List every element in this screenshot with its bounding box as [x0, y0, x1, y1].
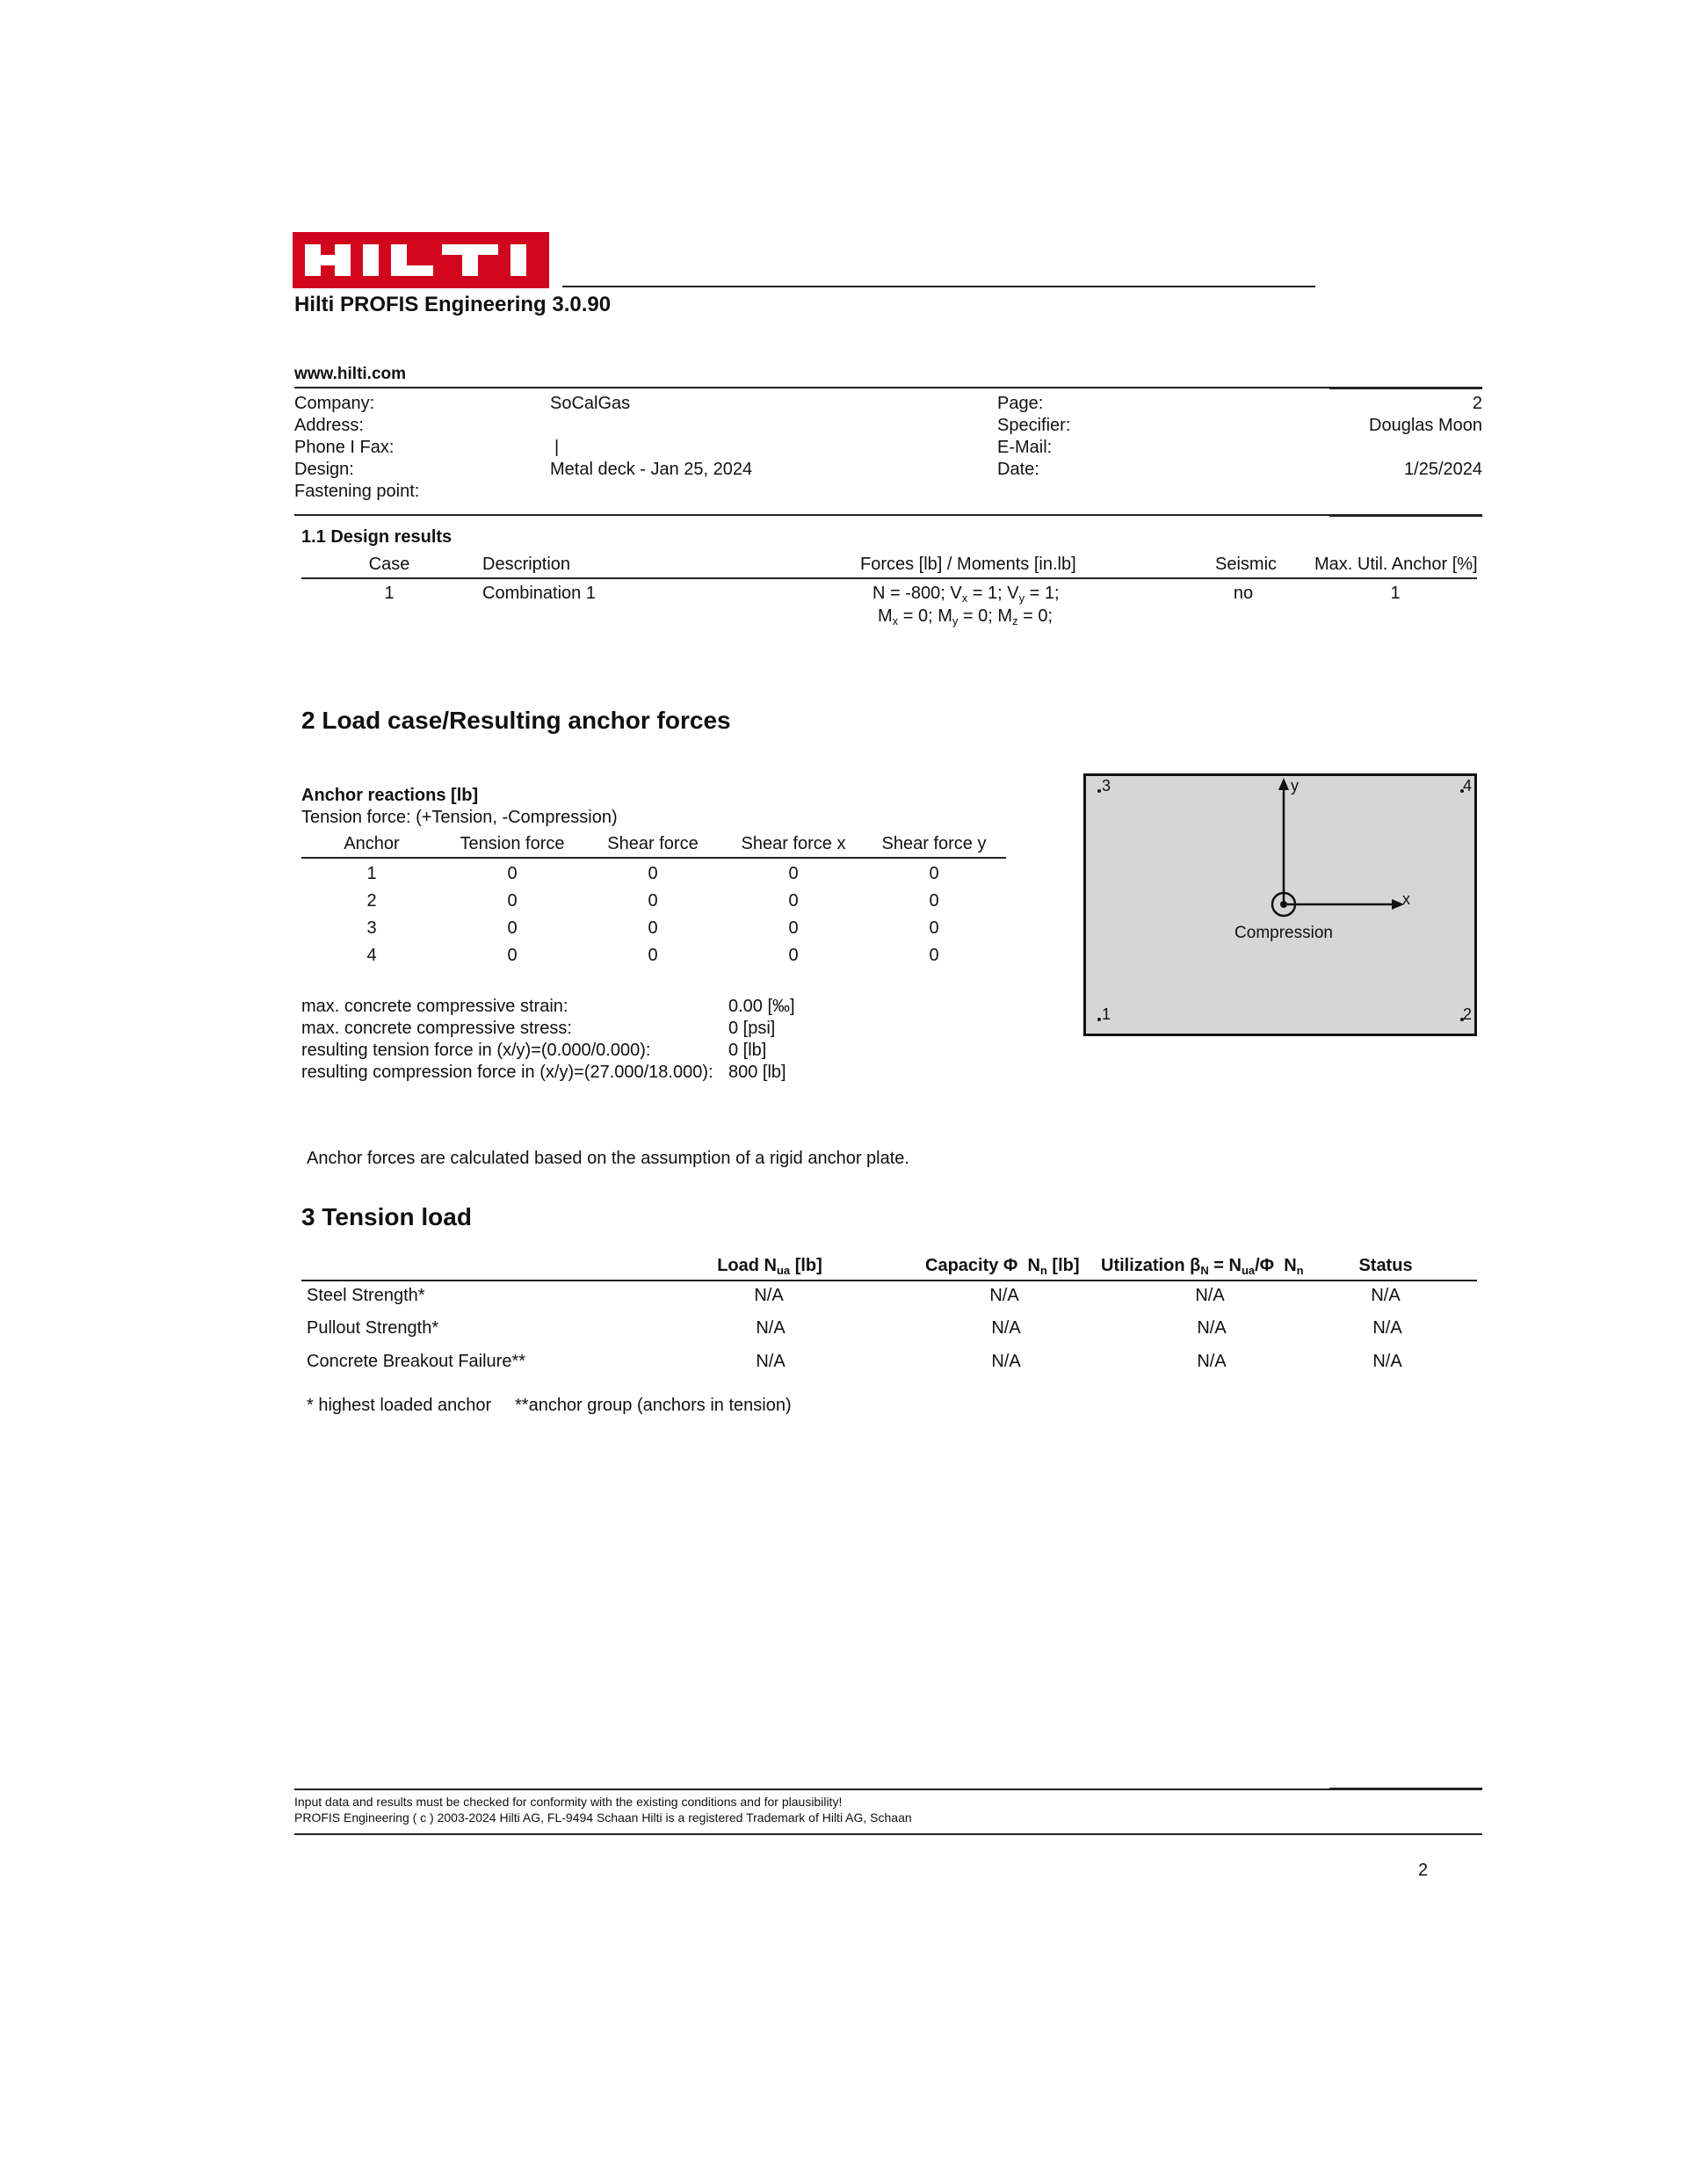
footer-top-rule [294, 1789, 1482, 1790]
row-name: Pullout Strength* [307, 1318, 439, 1338]
hilti-logo [293, 232, 549, 288]
info-top-rule [294, 387, 1482, 388]
company-label: Company: [294, 394, 375, 413]
y-axis-arrow [1278, 778, 1289, 790]
diagram-graphics [1086, 776, 1474, 1034]
col-utilization: Utilization $\beta_N = N_{ua}/\Phi$ $N_n$ [1101, 1256, 1304, 1277]
cell: 0 [929, 891, 939, 911]
compression-label: Compression [1234, 924, 1333, 942]
section3-title: 3 Tension load [301, 1203, 472, 1230]
x-axis-label: x [1402, 890, 1410, 908]
anchor-3-label: 3 [1102, 777, 1111, 795]
rigid-plate-note: Anchor forces are calculated based on the assumption of a rigid anchor plate. [307, 1149, 909, 1168]
max-util-value: 1 [1390, 584, 1401, 603]
tension-rule [301, 1280, 1477, 1281]
product-title: Hilti PROFIS Engineering 3.0.90 [294, 293, 612, 316]
seismic-value: no [1233, 584, 1254, 603]
page-number: 2 [1418, 1861, 1429, 1880]
info-bottom-rule [294, 514, 1482, 516]
row-status: N/A [1372, 1318, 1402, 1338]
col-case: Case [368, 555, 410, 574]
y-axis-label: y [1291, 777, 1299, 795]
email-label: E-Mail: [997, 438, 1053, 457]
footer-disclaimer: Input data and results must be checked for conformity with the existing conditions and for plausibility! [294, 1795, 843, 1809]
design-label: Design: [294, 460, 354, 479]
cell: 0 [507, 918, 518, 938]
page-label: Page: [997, 394, 1044, 413]
forces-line1: N = -800; $V_x = 1$; $V_y = 1$; [872, 584, 1060, 605]
anchor-3-dot [1097, 789, 1101, 793]
cell: 0 [788, 891, 799, 911]
cell: 0 [929, 918, 939, 938]
footnote-group: **anchor group (anchors in tension) [515, 1396, 792, 1415]
anchor-1-label: 1 [1102, 1005, 1111, 1023]
design-results-title: 1.1 Design results [301, 527, 453, 547]
row-load: N/A [754, 1286, 784, 1305]
row-utilization: N/A [1195, 1286, 1225, 1305]
summary-value: 0.00 [‰] [728, 997, 795, 1016]
summary-value: 0 [lb] [728, 1041, 767, 1060]
summary-label: max. concrete compressive stress: [301, 1019, 572, 1038]
date-label: Date: [997, 460, 1039, 479]
page-value: 2 [1472, 394, 1482, 413]
header-rule [562, 286, 1315, 287]
forces-line2: $M_x = 0$; $M_y = 0$; $M_z = 0$; [878, 606, 1053, 628]
col-forces: Forces [lb] / Moments [in.lb] [860, 555, 1076, 574]
row-utilization: N/A [1197, 1352, 1227, 1371]
row-capacity: N/A [991, 1318, 1021, 1338]
cell: 0 [507, 864, 518, 883]
cell: 0 [788, 946, 799, 965]
col-shear-x: Shear force x [741, 834, 846, 853]
footnote-highest: * highest loaded anchor [307, 1396, 492, 1415]
reactions-title: Anchor reactions [lb] [301, 786, 479, 805]
website: www.hilti.com [294, 365, 407, 383]
summary-label: max. concrete compressive strain: [301, 997, 568, 1016]
cell: 0 [648, 891, 658, 911]
col-shear: Shear force [607, 834, 699, 853]
col-shear-y: Shear force y [881, 834, 987, 853]
col-description: Description [482, 555, 571, 574]
cell: 0 [507, 946, 518, 965]
footer-copyright: PROFIS Engineering ( c ) 2003-2024 Hilti AG, FL-9494 Schaan Hilti is a registered Trademark of Hilti AG, Schaan [294, 1810, 912, 1825]
col-tension: Tension force [460, 834, 565, 853]
info-top-rule-accent [1329, 387, 1482, 389]
col-status: Status [1358, 1256, 1413, 1275]
summary-value: 0 [psi] [728, 1019, 776, 1038]
row-load: N/A [756, 1318, 786, 1338]
cell: 0 [929, 946, 939, 965]
case-value: 1 [384, 584, 395, 603]
phone-value: | [554, 438, 560, 457]
phone-label: Phone I Fax: [294, 438, 395, 457]
company-value: SoCalGas [550, 394, 631, 413]
col-load: Load $N_{ua}$ [lb] [717, 1256, 822, 1277]
cell: 0 [929, 864, 939, 883]
cell: 0 [788, 918, 799, 938]
design-value: Metal deck - Jan 25, 2024 [550, 460, 753, 479]
row-status: N/A [1372, 1352, 1402, 1371]
date-value: 1/25/2024 [1404, 460, 1482, 479]
fastening-label: Fastening point: [294, 482, 420, 501]
col-max-util: Max. Util. Anchor [%] [1314, 555, 1478, 574]
col-anchor: Anchor [344, 834, 400, 853]
anchor-1-dot [1097, 1018, 1101, 1021]
compression-dot [1280, 901, 1287, 908]
row-capacity: N/A [991, 1352, 1021, 1371]
summary-label: resulting tension force in (x/y)=(0.000/0.000): [301, 1041, 651, 1060]
description-value: Combination 1 [482, 584, 596, 603]
col-capacity: Capacity Φ $N_n$ [lb] [925, 1256, 1080, 1277]
anchor-4-label: 4 [1463, 777, 1473, 795]
section2-title: 2 Load case/Resulting anchor forces [301, 707, 731, 734]
reactions-subtitle: Tension force: (+Tension, -Compression) [301, 808, 618, 827]
summary-label: resulting compression force in (x/y)=(27.000/18.000): [301, 1063, 713, 1082]
cell: 2 [366, 891, 377, 911]
cell: 0 [648, 946, 658, 965]
col-seismic: Seismic [1215, 555, 1278, 574]
row-name: Concrete Breakout Failure** [307, 1352, 526, 1371]
cell: 0 [507, 891, 518, 911]
design-results-rule [301, 577, 1477, 579]
reactions-rule [301, 857, 1006, 859]
specifier-label: Specifier: [997, 416, 1071, 435]
specifier-value: Douglas Moon [1369, 416, 1482, 435]
row-name: Steel Strength* [307, 1286, 425, 1305]
cell: 0 [648, 918, 658, 938]
cell: 0 [788, 864, 799, 883]
row-capacity: N/A [989, 1286, 1019, 1305]
address-label: Address: [294, 416, 364, 435]
info-bottom-rule-accent [1329, 514, 1482, 517]
footer-top-rule-accent [1329, 1788, 1482, 1790]
cell: 0 [648, 864, 658, 883]
footer-bottom-rule [294, 1833, 1482, 1835]
cell: 1 [366, 864, 377, 883]
cell: 3 [366, 918, 377, 938]
summary-value: 800 [lb] [728, 1063, 786, 1082]
anchor-2-label: 2 [1463, 1005, 1473, 1023]
row-load: N/A [756, 1352, 786, 1371]
row-status: N/A [1371, 1286, 1401, 1305]
anchor-plate-diagram [1083, 773, 1477, 1036]
cell: 4 [366, 946, 377, 965]
row-utilization: N/A [1197, 1318, 1227, 1338]
